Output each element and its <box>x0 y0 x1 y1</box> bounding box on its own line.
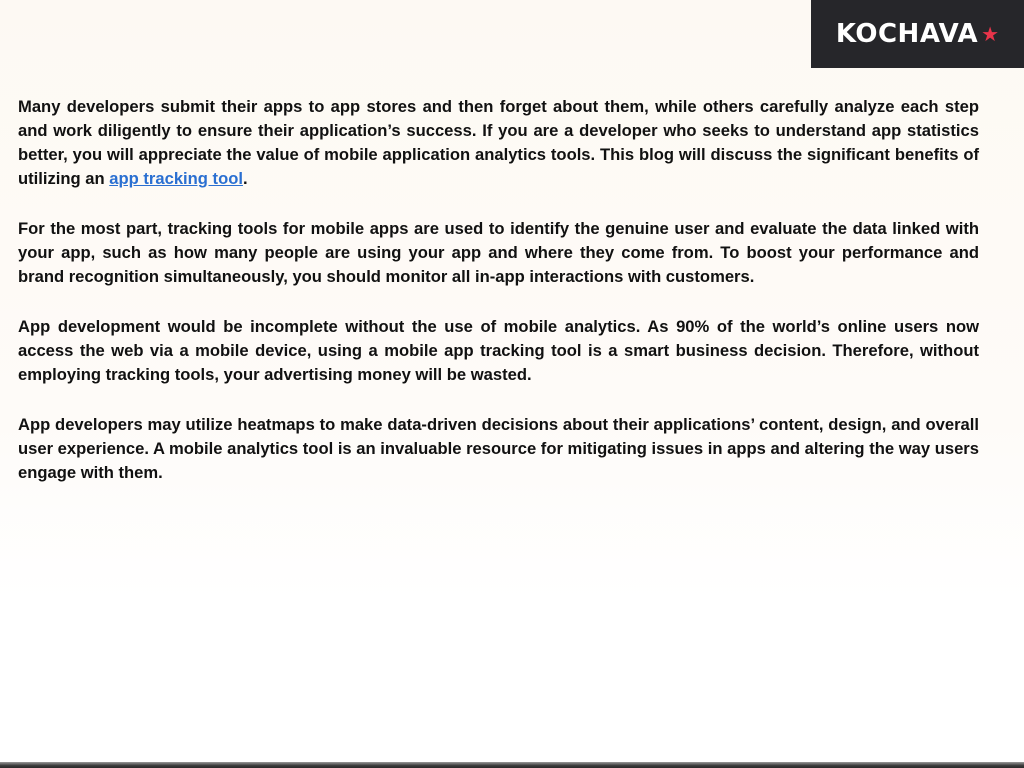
star-icon: ★ <box>981 24 1000 46</box>
paragraph-intro-text: Many developers submit their apps to app stores and then forget about them, while others carefully analyze each step and work diligently to ensure their application’s success. If you are a developer who seeks to understand app statistics better, you will appreciate the value of mobile application analytics tools. This blog will discuss the significant benefits of utilizing an <box>18 97 979 188</box>
bottom-divider <box>0 762 1024 768</box>
article-body <box>18 95 979 511</box>
paragraph-tracking-tools: For the most part, tracking tools for mobile apps are used to identify the genuine user and evaluate the data linked with your app, such as how many people are using your app and where they come from. To boost your performance and brand recognition simultaneously, you should monitor all in-app interactions with customers. <box>18 219 979 286</box>
paragraph-intro <box>18 95 979 191</box>
paragraph-intro-end: . <box>242 169 248 188</box>
app-tracking-tool-link[interactable]: app tracking tool <box>109 169 243 188</box>
paragraph-heatmaps: App developers may utilize heatmaps to make data-driven decisions about their applications’ content, design, and overall user experience. A mobile analytics tool is an invaluable resource for mitigating issues in apps and altering the way users engage with them. <box>18 415 979 482</box>
logo-wordmark: KOCHAVA <box>835 19 979 49</box>
paragraph-app-development: App development would be incomplete without the use of mobile analytics. As 90% of the world’s online users now access the web via a mobile device, using a mobile app tracking tool is a smart business decision. Therefore, without employing tracking tools, your advertising money will be wasted. <box>18 317 979 384</box>
kochava-logo <box>811 0 1024 68</box>
